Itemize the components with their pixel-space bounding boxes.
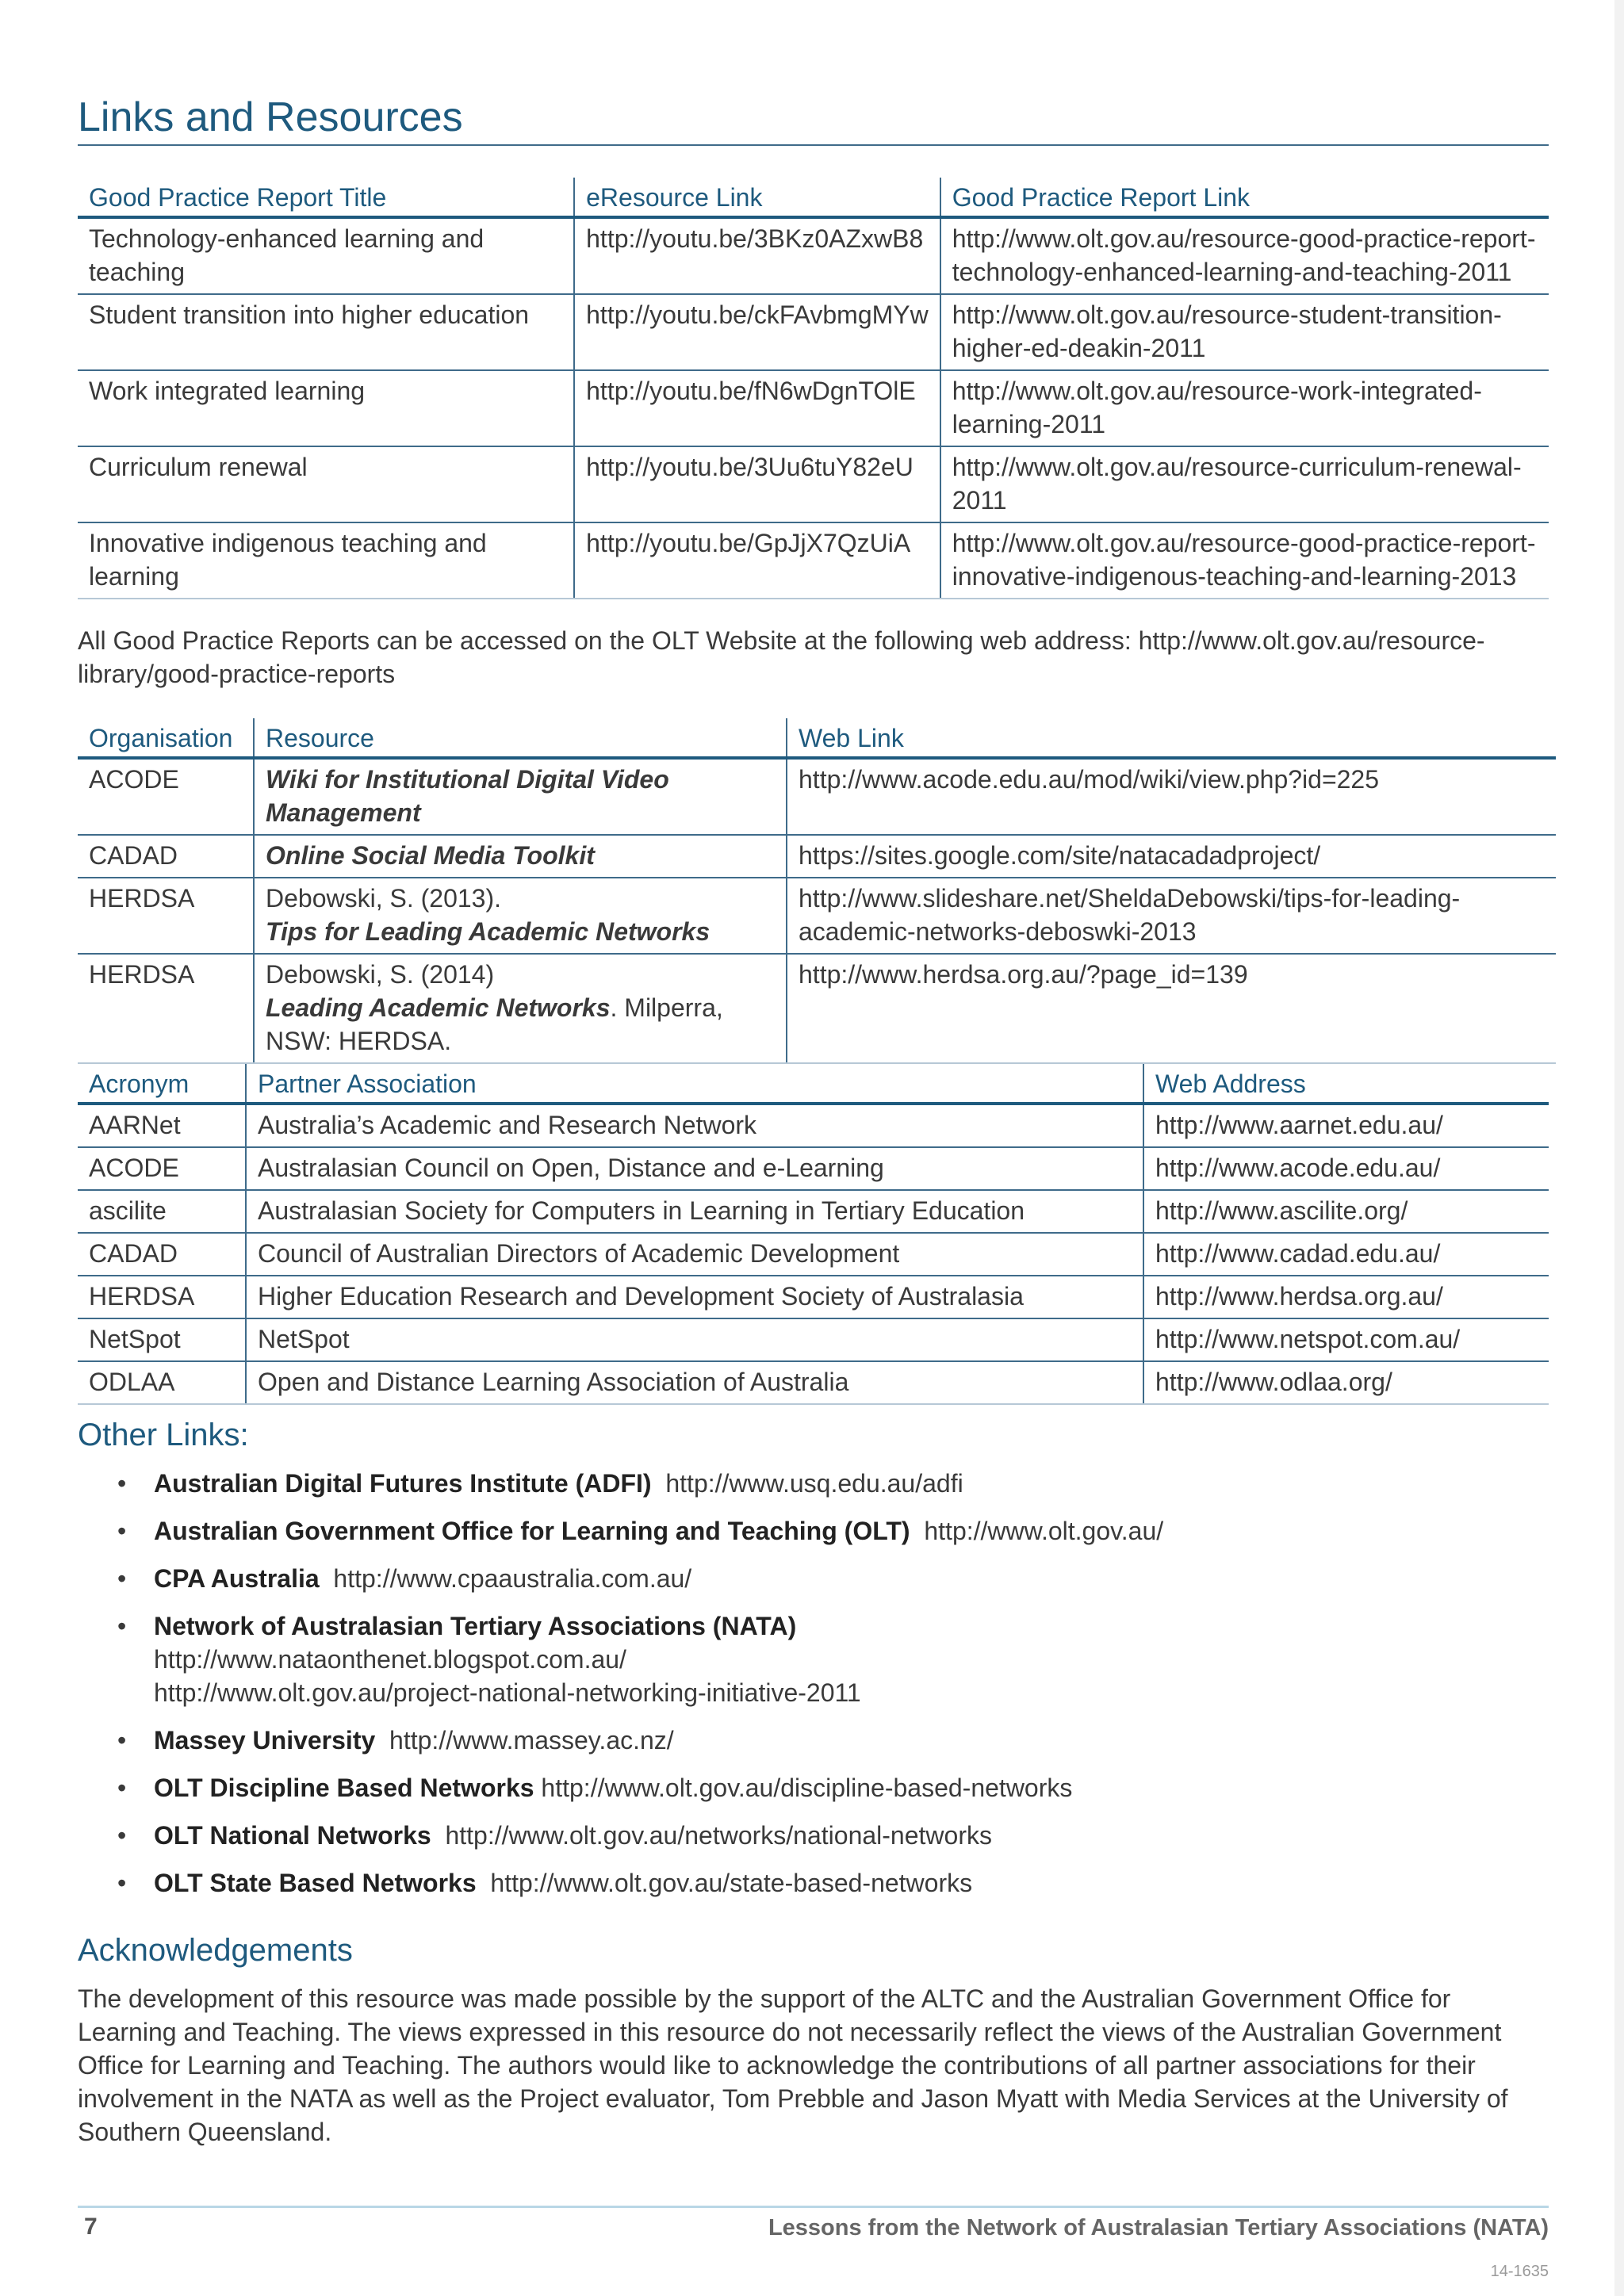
web-address-link[interactable]: http://www.acode.edu.au/ — [1143, 1147, 1549, 1190]
web-address-link[interactable]: http://www.cadad.edu.au/ — [1143, 1233, 1549, 1276]
resource-title: Online Social Media Toolkit — [266, 841, 595, 870]
link-url[interactable]: http://www.usq.edu.au/adfi — [665, 1469, 963, 1498]
eresource-link[interactable]: http://youtu.be/GpJjX7QzUiA — [574, 522, 940, 599]
bullet-icon: • — [117, 1869, 127, 1897]
association-name-cell: NetSpot — [246, 1318, 1143, 1361]
resource-title: Wiki for Institutional Digital Video Management — [266, 765, 669, 827]
column-header: eResource Link — [574, 178, 940, 217]
eresource-link[interactable]: http://youtu.be/fN6wDgnTOlE — [574, 370, 940, 446]
link-name: Australian Digital Futures Institute (ADFI) — [154, 1469, 652, 1498]
acronym-cell: ascilite — [78, 1190, 246, 1233]
table-row — [78, 1361, 1549, 1404]
table-row — [78, 1147, 1549, 1190]
organisation-cell: HERDSA — [78, 878, 254, 954]
resource-web-link[interactable]: https://sites.google.com/site/natacadadproject/ — [787, 835, 1556, 878]
resource-title: Tips for Leading Academic Networks — [266, 917, 710, 946]
page-number: 7 — [84, 2214, 98, 2240]
column-header: Organisation — [78, 718, 254, 758]
association-name-cell: Australasian Council on Open, Distance and e-Learning — [246, 1147, 1143, 1190]
association-name-cell: Council of Australian Directors of Academic Development — [246, 1233, 1143, 1276]
good-practice-table — [78, 178, 1549, 599]
web-address-link[interactable]: http://www.aarnet.edu.au/ — [1143, 1104, 1549, 1147]
report-link[interactable]: http://www.olt.gov.au/resource-good-practice-report-technology-enhanced-learning-and-teaching-2011 — [940, 217, 1549, 294]
list-item — [117, 1609, 1465, 1709]
list-item — [117, 1866, 1465, 1900]
table-row — [78, 1190, 1549, 1233]
column-header: Acronym — [78, 1064, 246, 1104]
report-link[interactable]: http://www.olt.gov.au/resource-student-transition-higher-ed-deakin-2011 — [940, 294, 1549, 370]
link-name: Australian Government Office for Learning and Teaching (OLT) — [154, 1517, 910, 1545]
acronym-cell: CADAD — [78, 1233, 246, 1276]
association-name-cell: Australasian Society for Computers in Learning in Tertiary Education — [246, 1190, 1143, 1233]
association-name-cell: Higher Education Research and Development Society of Australasia — [246, 1276, 1143, 1318]
link-name: Massey University — [154, 1726, 376, 1755]
web-address-link[interactable]: http://www.netspot.com.au/ — [1143, 1318, 1549, 1361]
link-url[interactable]: http://www.olt.gov.au/state-based-networks — [490, 1869, 973, 1897]
link-url[interactable]: http://www.olt.gov.au/ — [924, 1517, 1164, 1545]
table-row — [78, 294, 1549, 370]
column-header: Web Address — [1143, 1064, 1549, 1104]
list-item — [117, 1514, 1465, 1548]
list-item — [117, 1562, 1465, 1595]
column-header: Good Practice Report Title — [78, 178, 574, 217]
resource-web-link[interactable]: http://www.herdsa.org.au/?page_id=139 — [787, 954, 1556, 1063]
other-links-heading: Other Links: — [78, 1418, 249, 1452]
table-row — [78, 835, 1556, 878]
link-url[interactable]: http://www.olt.gov.au/networks/national-networks — [445, 1821, 992, 1850]
table-row — [78, 878, 1556, 954]
link-name: CPA Australia — [154, 1564, 320, 1593]
column-header: Partner Association — [246, 1064, 1143, 1104]
acronym-cell: NetSpot — [78, 1318, 246, 1361]
organisation-cell: HERDSA — [78, 954, 254, 1063]
web-address-link[interactable]: http://www.ascilite.org/ — [1143, 1190, 1549, 1233]
table-row — [78, 1276, 1549, 1318]
link-url[interactable]: http://www.olt.gov.au/discipline-based-networks — [541, 1774, 1073, 1802]
bullet-icon: • — [117, 1517, 127, 1545]
link-name: OLT Discipline Based Networks — [154, 1774, 534, 1802]
title-divider — [78, 144, 1549, 146]
list-item — [117, 1771, 1465, 1804]
report-link[interactable]: http://www.olt.gov.au/resource-work-integrated-learning-2011 — [940, 370, 1549, 446]
footer-title: Lessons from the Network of Australasian Tertiary Associations (NATA) — [768, 2215, 1549, 2241]
table-row — [78, 1233, 1549, 1276]
resource-cell — [254, 878, 787, 954]
bullet-icon: • — [117, 1821, 127, 1850]
report-link[interactable]: http://www.olt.gov.au/resource-good-practice-report-innovative-indigenous-teaching-and-learning-2013 — [940, 522, 1549, 599]
resource-author: Debowski, S. (2013). — [266, 884, 502, 913]
table-header-row — [78, 1064, 1549, 1104]
table-row — [78, 217, 1549, 294]
table-header-row — [78, 718, 1556, 758]
resource-title: Leading Academic Networks — [266, 993, 611, 1022]
column-header: Web Link — [787, 718, 1556, 758]
good-practice-note: All Good Practice Reports can be accessed on the OLT Website at the following web address: http://www.olt.gov.au/resource-library/good-practice-reports — [78, 626, 1485, 688]
web-address-link[interactable]: http://www.herdsa.org.au/ — [1143, 1276, 1549, 1318]
link-name: OLT National Networks — [154, 1821, 431, 1850]
table-row — [78, 522, 1549, 599]
acknowledgements-heading: Acknowledgements — [78, 1933, 353, 1968]
other-links-list — [117, 1467, 1465, 1914]
link-name: OLT State Based Networks — [154, 1869, 477, 1897]
resources-table — [78, 718, 1556, 1064]
report-title-cell: Innovative indigenous teaching and learning — [78, 522, 574, 599]
link-url-secondary[interactable]: http://www.olt.gov.au/project-national-networking-initiative-2011 — [154, 1678, 861, 1707]
acknowledgements-text: The development of this resource was made possible by the support of the ALTC and the Australian Government Office for Learning and Teaching. The views expressed in this resource do not necessarily reflect the views of the Australian Government Office for Learning and Teaching. The authors would like to acknowledge the contributions of all partner associations for their involvement in the NATA as well as the Project evaluator, Tom Prebble and Jason Myatt with Media Services at the University of Southern Queensland. — [78, 1984, 1508, 2146]
column-header: Resource — [254, 718, 787, 758]
report-title-cell: Student transition into higher education — [78, 294, 574, 370]
table-header-row — [78, 178, 1549, 217]
link-url[interactable]: http://www.massey.ac.nz/ — [389, 1726, 674, 1755]
link-name: Network of Australasian Tertiary Associations (NATA) — [154, 1612, 797, 1640]
table-row — [78, 758, 1556, 835]
bullet-icon: • — [117, 1726, 127, 1755]
resource-web-link[interactable]: http://www.slideshare.net/SheldaDebowski/tips-for-leading-academic-networks-deboswki-2013 — [787, 878, 1556, 954]
column-header: Good Practice Report Link — [940, 178, 1549, 217]
resource-web-link[interactable]: http://www.acode.edu.au/mod/wiki/view.php?id=225 — [787, 758, 1556, 835]
footer-divider — [78, 2206, 1549, 2208]
report-title-cell: Work integrated learning — [78, 370, 574, 446]
eresource-link[interactable]: http://youtu.be/ckFAvbmgMYw — [574, 294, 940, 370]
table-row — [78, 370, 1549, 446]
table-row — [78, 1104, 1549, 1147]
acronym-cell: ODLAA — [78, 1361, 246, 1404]
eresource-link[interactable]: http://youtu.be/3BKz0AZxwB8 — [574, 217, 940, 294]
table-row — [78, 446, 1549, 522]
acronym-cell: HERDSA — [78, 1276, 246, 1318]
report-title-cell: Technology-enhanced learning and teaching — [78, 217, 574, 294]
partner-associations-table — [78, 1064, 1549, 1405]
bullet-icon: • — [117, 1564, 127, 1593]
organisation-cell: CADAD — [78, 835, 254, 878]
resource-author: Debowski, S. (2014) — [266, 960, 495, 989]
eresource-link[interactable]: http://youtu.be/3Uu6tuY82eU — [574, 446, 940, 522]
document-code: 14-1635 — [1490, 2263, 1549, 2280]
list-item — [117, 1467, 1465, 1500]
link-url[interactable]: http://www.nataonthenet.blogspot.com.au/ — [154, 1645, 626, 1674]
list-item — [117, 1819, 1465, 1852]
association-name-cell: Australia’s Academic and Research Network — [246, 1104, 1143, 1147]
acronym-cell: ACODE — [78, 1147, 246, 1190]
resource-publisher: . Milperra, NSW: HERDSA. — [266, 993, 723, 1055]
resource-cell — [254, 954, 787, 1063]
page-edge — [1614, 0, 1624, 2296]
bullet-icon: • — [117, 1612, 127, 1640]
table-row — [78, 1318, 1549, 1361]
report-title-cell: Curriculum renewal — [78, 446, 574, 522]
organisation-cell: ACODE — [78, 758, 254, 835]
table-row — [78, 954, 1556, 1063]
web-address-link[interactable]: http://www.odlaa.org/ — [1143, 1361, 1549, 1404]
link-url[interactable]: http://www.cpaaustralia.com.au/ — [333, 1564, 692, 1593]
bullet-icon: • — [117, 1774, 127, 1802]
resource-cell — [254, 758, 787, 835]
association-name-cell: Open and Distance Learning Association of Australia — [246, 1361, 1143, 1404]
bullet-icon: • — [117, 1469, 127, 1498]
report-link[interactable]: http://www.olt.gov.au/resource-curriculum-renewal-2011 — [940, 446, 1549, 522]
list-item — [117, 1724, 1465, 1757]
page-title: Links and Resources — [78, 94, 463, 140]
resource-cell — [254, 835, 787, 878]
acronym-cell: AARNet — [78, 1104, 246, 1147]
